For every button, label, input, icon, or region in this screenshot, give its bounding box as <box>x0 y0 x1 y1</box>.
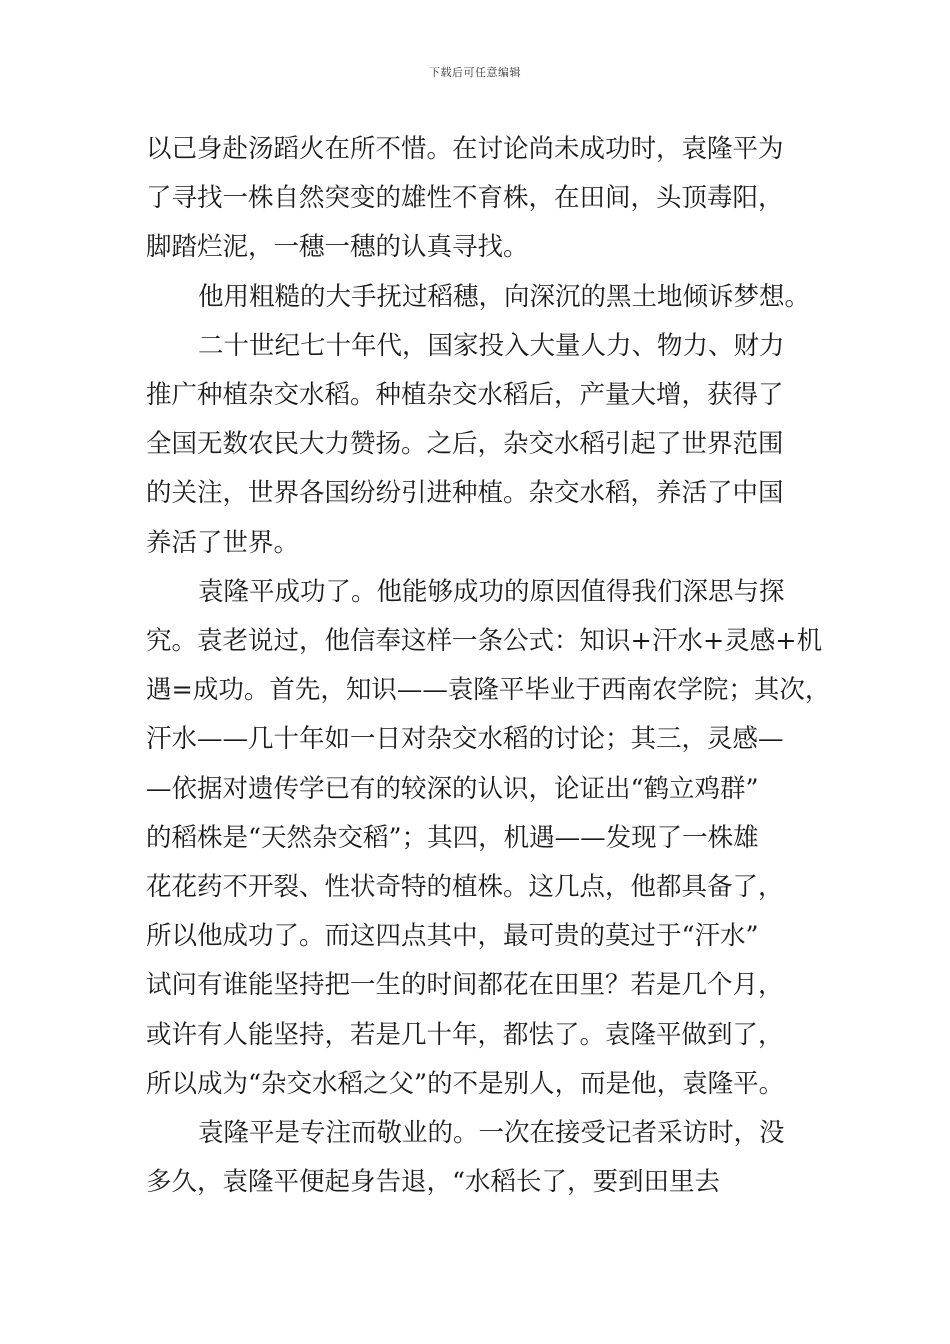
paragraph-start-line: 他用粗糙的大手抚过稻穗，向深沉的黑土地倾诉梦想。 <box>198 281 811 312</box>
paragraph-start-line: 袁隆平成功了。他能够成功的原因值得我们深思与探 <box>198 576 785 607</box>
text-line: 究。袁老说过，他信奉这样一条公式：知识+汗水+灵感+机 <box>146 626 823 657</box>
text-line: 汗水——几十年如一日对杂交水稻的讨论；其三，灵感— <box>146 724 784 755</box>
text-line: 所以成为“杂交水稻之父”的不是别人，而是他，袁隆平。 <box>146 1068 785 1099</box>
text-line: 试问有谁能坚持把一生的时间都花在田里？若是几个月， <box>146 970 784 1001</box>
text-line: 了寻找一株自然突变的雄性不育株，在田间，头顶毒阳， <box>146 183 784 214</box>
page-header: 下载后可任意编辑 <box>429 66 521 79</box>
text-line: 所以他成功了。而这四点其中，最可贵的莫过于“汗水” <box>146 921 759 952</box>
text-line: 脚踏烂泥，一穗一穗的认真寻找。 <box>146 232 529 263</box>
text-line: —依据对遗传学已有的较深的认识，论证出“鹤立鸡群” <box>146 773 759 804</box>
text-line: 或许有人能坚持，若是几十年，都怯了。袁隆平做到了， <box>146 1019 784 1050</box>
text-line: 遇=成功。首先，知识——袁隆平毕业于西南农学院；其次， <box>146 675 831 706</box>
text-line: 多久，袁隆平便起身告退，“水稻长了，要到田里去 <box>146 1167 721 1198</box>
paragraph-start-line: 袁隆平是专注而敬业的。一次在接受记者采访时，没 <box>198 1118 785 1149</box>
text-line: 的稻株是“天然杂交稻”；其四，机遇——发现了一株雄 <box>146 822 759 853</box>
text-line: 养活了世界。 <box>146 527 300 558</box>
text-line: 以己身赴汤蹈火在所不惜。在讨论尚未成功时，袁隆平为 <box>146 134 784 164</box>
document-body <box>146 125 831 1207</box>
text-line: 推广种植杂交水稻。种植杂交水稻后，产量大增，获得了 <box>146 380 784 411</box>
text-line: 全国无数农民大力赞扬。之后，杂交水稻引起了世界范围 <box>146 429 784 460</box>
text-line: 花花药不开裂、性状奇特的植株。这几点，他都具备了， <box>146 872 784 903</box>
text-line: 的关注，世界各国纷纷引进种植。杂交水稻，养活了中国 <box>146 478 784 509</box>
paragraph-start-line: 二十世纪七十年代，国家投入大量人力、物力、财力 <box>198 330 785 361</box>
